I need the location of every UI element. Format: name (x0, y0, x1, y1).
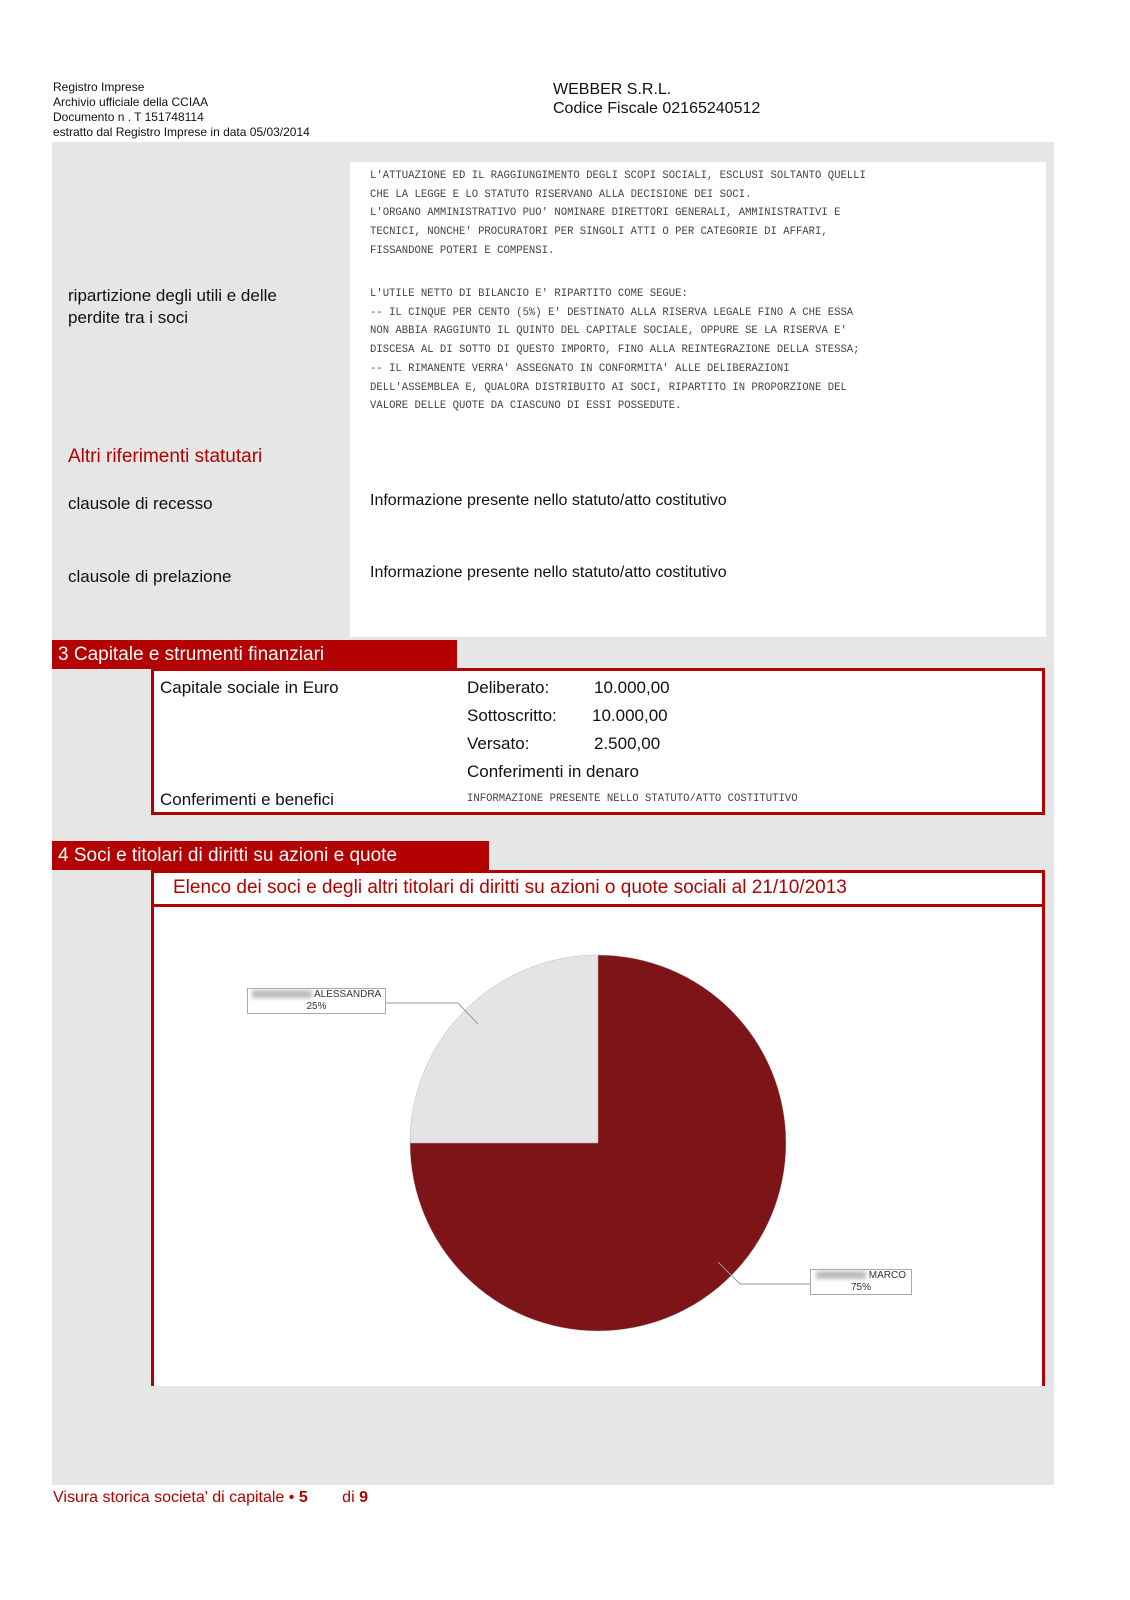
statute-text-1: L'ATTUAZIONE ED IL RAGGIUNGIMENTO DEGLI SCOPI SOCIALI, ESCLUSI SOLTANTO QUELLI CHE LA LEGGE E LO STATUTO RISERVANO ALLA DECISIONE DEI SOCI. L'ORGANO AMMINISTRATIVO PUO' NOMINARE DIRETTORI GENERALI, AMMINISTRATIVI E TECNICI, NONCHE' PROCURATORI PER SINGOLI ATTI O PER CATEGORIE DI AFFARI, FISSANDONE POTERI E COMPENSI. (370, 170, 866, 257)
versato-label: Versato: (467, 734, 530, 753)
page-total: 9 (359, 1489, 368, 1506)
sottoscritto-value: 10.000,00 (592, 706, 668, 725)
slice-percent: 25% (306, 1001, 327, 1012)
conferimenti-label: Conferimenti e benefici (160, 790, 334, 809)
deliberato-value: 10.000,00 (594, 678, 670, 697)
prelazione-label: clausole di prelazione (68, 567, 232, 586)
slice-name: MARCO (868, 1270, 906, 1281)
company-name: WEBBER S.R.L. (553, 81, 672, 98)
pie-label-alessandra (247, 988, 386, 1014)
page-number: 5 (298, 1489, 308, 1506)
header-line: Registro Imprese (53, 80, 145, 94)
prelazione-value: Informazione presente nello statuto/atto costitutivo (370, 564, 727, 581)
header-line: Archivio ufficiale della CCIAA (53, 95, 209, 109)
soci-subtitle: Elenco dei soci e degli altri titolari di diritti su azioni o quote sociali al 21/10/2013 (173, 877, 847, 898)
ripartizione-label: ripartizione degli utili e delle perdite tra i soci (68, 286, 277, 327)
conferimenti-value: INFORMAZIONE PRESENTE NELLO STATUTO/ATTO COSTITUTIVO (467, 793, 798, 805)
altri-riferimenti-title: Altri riferimenti statutari (68, 446, 263, 467)
header-line: Documento n . T 151748114 (53, 110, 204, 124)
pie-label-marco (810, 1269, 912, 1295)
recesso-label: clausole di recesso (68, 494, 213, 513)
section-4-header: 4 Soci e titolari di diritti su azioni e quote (52, 841, 489, 870)
redacted-surname (816, 1271, 866, 1279)
slice-name: ALESSANDRA (313, 989, 382, 1000)
deliberato-label: Deliberato: (467, 678, 550, 697)
capitale-label: Capitale sociale in Euro (160, 678, 339, 697)
slice-percent: 75% (850, 1282, 871, 1293)
header-line: estratto dal Registro Imprese in data 05/03/2014 (53, 125, 310, 139)
redacted-surname (252, 990, 312, 998)
fiscal-code: Codice Fiscale 02165240512 (553, 100, 761, 117)
footer-text: Visura storica societa' di capitale • (53, 1489, 299, 1506)
footer-of: di (342, 1489, 355, 1506)
recesso-value: Informazione presente nello statuto/atto costitutivo (370, 492, 727, 509)
statute-text-2: L'UTILE NETTO DI BILANCIO E' RIPARTITO COME SEGUE: -- IL CINQUE PER CENTO (5%) E' DESTINATO ALLA RISERVA LEGALE FINO A CHE ESSA NON ABBIA RAGGIUNTO IL QUINTO DEL CAPITALE SOCIALE, OPPURE SE LA RISERVA E' DISCESA AL DI SOTTO DI QUESTO IMPORTO, FINO ALLA REINTEGRAZIONE DELLA STESSA; -- IL RIMANENTE VERRA' ASSEGNATO IN CONFORMITA' ALLE DELIBERAZIONI DELL'ASSEMBLEA E, QUALORA DISTRIBUITO AI SOCI, RIPARTITO IN PROPORZIONE DEL VALORE DELLE QUOTE DA CIASCUNO DI ESSI POSSEDUTE. (370, 288, 860, 413)
conferimenti-type: Conferimenti in denaro (467, 762, 639, 781)
versato-value: 2.500,00 (594, 734, 661, 753)
sottoscritto-label: Sottoscritto: (467, 706, 557, 725)
section-3-header: 3 Capitale e strumenti finanziari (52, 640, 457, 669)
footer (53, 1489, 368, 1507)
pie-slice-alessandra (410, 955, 598, 1143)
